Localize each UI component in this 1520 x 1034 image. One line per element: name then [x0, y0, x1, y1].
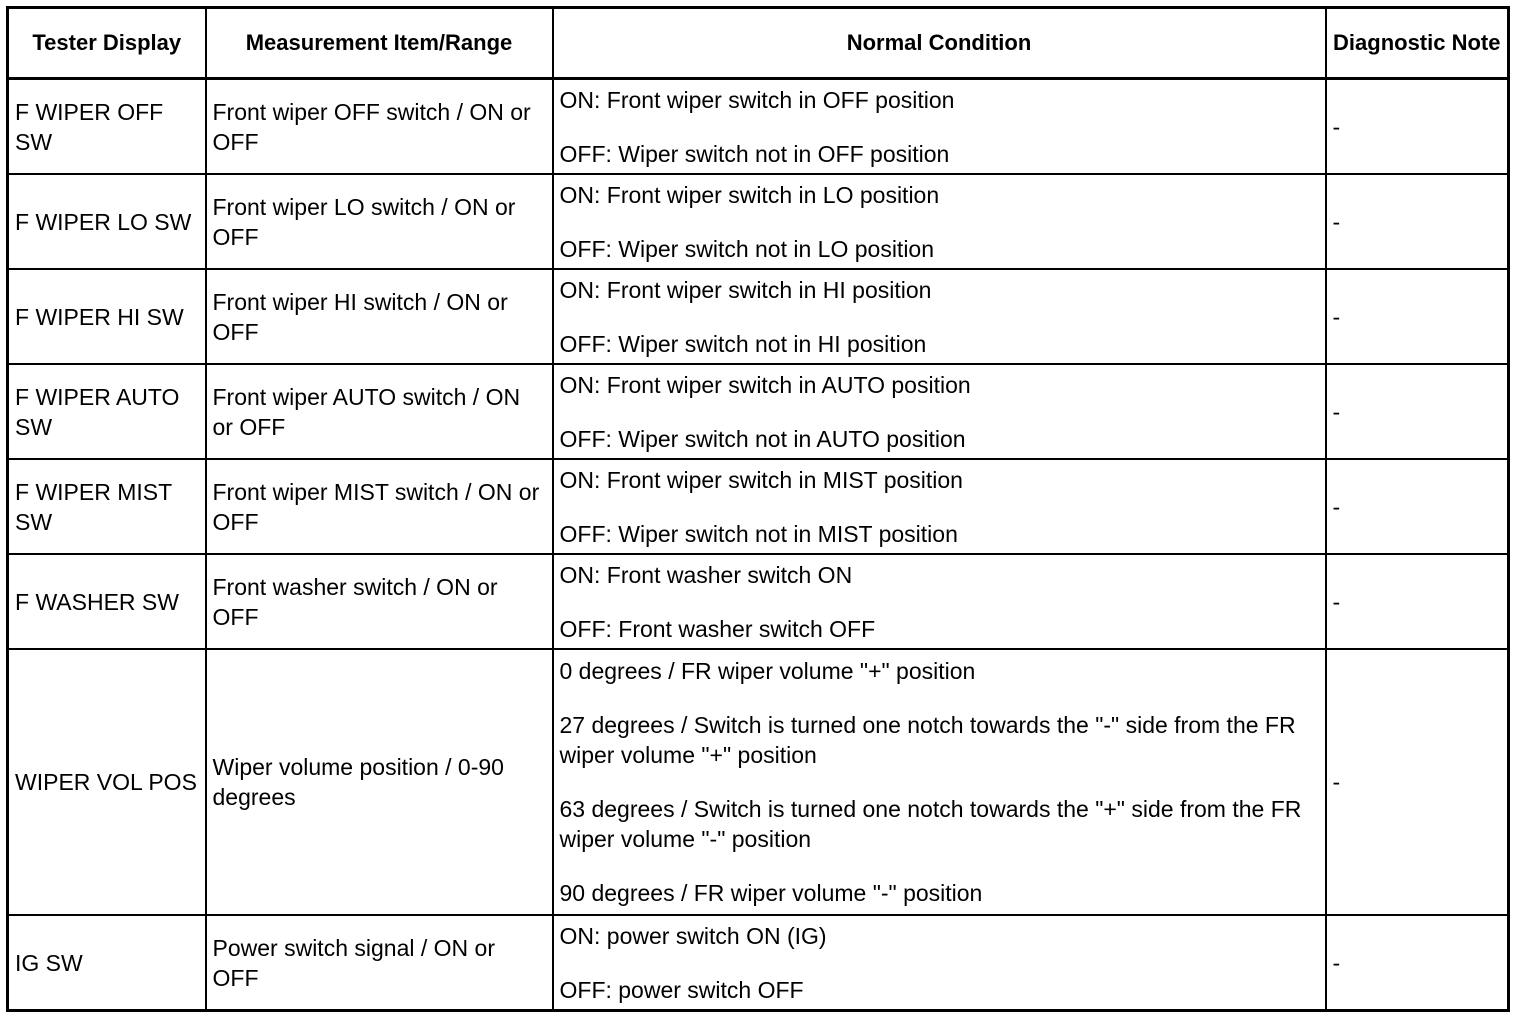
diagnostic-note-cell: -	[1326, 174, 1509, 269]
diagnostic-note-cell: -	[1326, 79, 1509, 175]
diagnostic-note-cell: -	[1326, 915, 1509, 1011]
tester-display-cell: F WIPER AUTO SW	[8, 364, 206, 459]
measurement-item-cell: Power switch signal / ON or OFF	[206, 915, 553, 1011]
condition-line: ON: Front wiper switch in HI position	[559, 276, 932, 303]
normal-condition-cell	[553, 79, 1326, 175]
normal-condition-cell	[553, 269, 1326, 364]
header-normal-condition: Normal Condition	[553, 8, 1326, 79]
measurement-item-cell: Wiper volume position / 0-90 degrees	[206, 649, 553, 915]
condition-line: OFF: Wiper switch not in LO position	[559, 235, 935, 262]
condition-line: OFF: Wiper switch not in MIST position	[559, 520, 958, 547]
diagnostic-note-cell: -	[1326, 459, 1509, 554]
measurement-item-cell: Front washer switch / ON or OFF	[206, 554, 553, 649]
measurement-item-cell: Front wiper AUTO switch / ON or OFF	[206, 364, 553, 459]
condition-line: OFF: power switch OFF	[559, 976, 804, 1003]
header-measurement-item: Measurement Item/Range	[206, 8, 553, 79]
measurement-item-cell: Front wiper LO switch / ON or OFF	[206, 174, 553, 269]
tester-display-cell: WIPER VOL POS	[8, 649, 206, 915]
tester-display-cell: F WIPER OFF SW	[8, 79, 206, 175]
table-row	[8, 364, 1509, 459]
header-tester-display: Tester Display	[8, 8, 206, 79]
condition-line: ON: Front washer switch ON	[559, 561, 853, 588]
normal-condition-cell	[553, 649, 1326, 915]
condition-line: OFF: Wiper switch not in AUTO position	[559, 425, 966, 452]
condition-line: ON: Front wiper switch in MIST position	[559, 466, 963, 493]
condition-line: ON: Front wiper switch in OFF position	[559, 86, 955, 113]
header-row	[8, 8, 1509, 79]
table-row	[8, 649, 1509, 915]
tester-display-cell: F WIPER MIST SW	[8, 459, 206, 554]
diagnostic-note-cell: -	[1326, 364, 1509, 459]
table-row	[8, 79, 1509, 175]
condition-line: ON: power switch ON (IG)	[559, 922, 827, 949]
normal-condition-cell	[553, 554, 1326, 649]
normal-condition-cell	[553, 459, 1326, 554]
condition-line: OFF: Wiper switch not in HI position	[559, 330, 927, 357]
diagnostic-note-cell: -	[1326, 269, 1509, 364]
normal-condition-cell	[553, 174, 1326, 269]
tester-display-cell: F WIPER LO SW	[8, 174, 206, 269]
normal-condition-cell	[553, 364, 1326, 459]
condition-line: 0 degrees / FR wiper volume "+" position	[559, 658, 976, 684]
condition-line: 27 degrees / Switch is turned one notch towards the "-" side from the FR wiper volume "+" position	[559, 712, 1296, 768]
diagnostic-note-cell: -	[1326, 649, 1509, 915]
measurement-item-cell: Front wiper HI switch / ON or OFF	[206, 269, 553, 364]
condition-line: ON: Front wiper switch in LO position	[559, 181, 940, 208]
condition-line: OFF: Front washer switch OFF	[559, 615, 876, 642]
table-row	[8, 174, 1509, 269]
table-row	[8, 459, 1509, 554]
table-row	[8, 915, 1509, 1011]
condition-line: 90 degrees / FR wiper volume "-" position	[559, 880, 983, 906]
data-list-table	[6, 6, 1510, 1012]
table-row	[8, 269, 1509, 364]
tester-display-cell: IG SW	[8, 915, 206, 1011]
tester-display-cell: F WASHER SW	[8, 554, 206, 649]
condition-line: OFF: Wiper switch not in OFF position	[559, 140, 950, 167]
condition-line: 63 degrees / Switch is turned one notch towards the "+" side from the FR wiper volume "-" position	[559, 796, 1302, 852]
tester-display-cell: F WIPER HI SW	[8, 269, 206, 364]
header-diagnostic-note: Diagnostic Note	[1326, 8, 1509, 79]
diagnostic-note-cell: -	[1326, 554, 1509, 649]
measurement-item-cell: Front wiper OFF switch / ON or OFF	[206, 79, 553, 175]
condition-line: ON: Front wiper switch in AUTO position	[559, 371, 971, 398]
normal-condition-cell	[553, 915, 1326, 1011]
table-row	[8, 554, 1509, 649]
measurement-item-cell: Front wiper MIST switch / ON or OFF	[206, 459, 553, 554]
